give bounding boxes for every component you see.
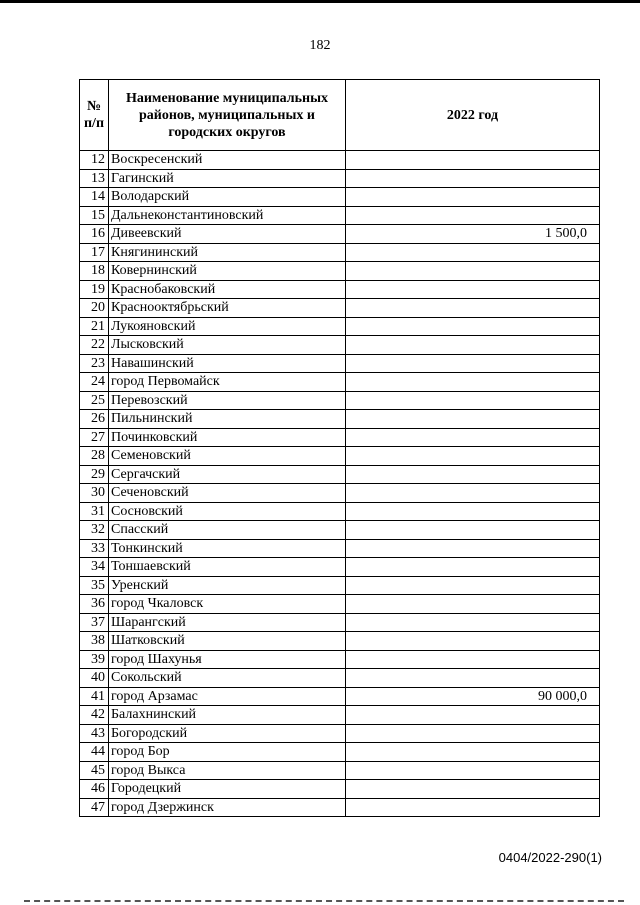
municipality-name: Сосновский [109,502,346,521]
row-number: 47 [80,798,109,817]
amount-2022 [346,743,600,762]
municipality-name: Спасский [109,521,346,540]
municipality-name: Дальнеконстантиновский [109,206,346,225]
amount-2022 [346,558,600,577]
table-row [80,669,600,688]
table-row [80,169,600,188]
table-row [80,465,600,484]
amount-2022 [346,724,600,743]
row-number: 42 [80,706,109,725]
row-number: 20 [80,299,109,318]
page-number: 182 [309,38,331,53]
municipality-name: Володарский [109,188,346,207]
row-number: 43 [80,724,109,743]
municipality-name: Перевозский [109,391,346,410]
header-year-2022: 2022 год [346,80,600,151]
amount-2022 [346,484,600,503]
header-municipality-name: Наименование муниципальных районов, муниципальных и городских округов [109,80,346,151]
table-row [80,502,600,521]
amount-2022 [346,410,600,429]
row-number: 36 [80,595,109,614]
municipality-name: Сокольский [109,669,346,688]
amount-2022 [346,539,600,558]
municipality-name: Лукояновский [109,317,346,336]
amount-2022 [346,447,600,466]
bottom-edge-marks [24,900,624,904]
amount-2022 [346,502,600,521]
table-row [80,447,600,466]
row-number: 32 [80,521,109,540]
municipality-name: Тонкинский [109,539,346,558]
table-row [80,336,600,355]
municipality-name: город Бор [109,743,346,762]
table-row [80,780,600,799]
municipality-name: Балахнинский [109,706,346,725]
municipality-name: Княгининский [109,243,346,262]
municipality-name: город Арзамас [109,687,346,706]
row-number: 41 [80,687,109,706]
amount-2022 [346,576,600,595]
table-row [80,243,600,262]
row-number: 23 [80,354,109,373]
table-row [80,354,600,373]
municipality-name: Пильнинский [109,410,346,429]
amount-2022 [346,761,600,780]
table-row [80,410,600,429]
municipality-name: Краснобаковский [109,280,346,299]
amount-2022 [346,188,600,207]
table-row [80,539,600,558]
row-number: 31 [80,502,109,521]
municipality-name: Шатковский [109,632,346,651]
municipality-name: Городецкий [109,780,346,799]
table-row [80,724,600,743]
municipality-name: город Первомайск [109,373,346,392]
amount-2022 [346,336,600,355]
municipality-name: город Чкаловск [109,595,346,614]
municipality-name: Семеновский [109,447,346,466]
amount-2022 [346,206,600,225]
row-number: 12 [80,151,109,170]
amount-2022 [346,595,600,614]
amount-2022 [346,798,600,817]
row-number: 14 [80,188,109,207]
table-row [80,576,600,595]
table-row [80,188,600,207]
table-row [80,391,600,410]
municipal-table [79,79,600,817]
header-row-number: № п/п [80,80,109,151]
table-row [80,650,600,669]
row-number: 34 [80,558,109,577]
table-row [80,761,600,780]
amount-2022 [346,669,600,688]
row-number: 25 [80,391,109,410]
amount-2022 [346,465,600,484]
municipality-name: Краснооктябрьский [109,299,346,318]
amount-2022 [346,428,600,447]
amount-2022 [346,169,600,188]
row-number: 16 [80,225,109,244]
row-number: 45 [80,761,109,780]
municipality-name: Сергачский [109,465,346,484]
municipality-name: Богородский [109,724,346,743]
amount-2022 [346,317,600,336]
municipality-name: Ковернинский [109,262,346,281]
amount-2022 [346,373,600,392]
table-row [80,428,600,447]
table-row [80,299,600,318]
amount-2022: 90 000,0 [346,687,600,706]
municipality-name: Воскресенский [109,151,346,170]
municipality-name: Гагинский [109,169,346,188]
table-row [80,262,600,281]
table-row [80,632,600,651]
table-row [80,613,600,632]
table-row [80,225,600,244]
table-row [80,558,600,577]
row-number: 19 [80,280,109,299]
amount-2022 [346,613,600,632]
row-number: 37 [80,613,109,632]
municipality-name: Починковский [109,428,346,447]
top-rule [0,0,640,3]
municipality-name: Лысковский [109,336,346,355]
row-number: 33 [80,539,109,558]
row-number: 26 [80,410,109,429]
row-number: 21 [80,317,109,336]
table-row [80,280,600,299]
table-row [80,595,600,614]
amount-2022 [346,650,600,669]
amount-2022 [346,354,600,373]
amount-2022 [346,151,600,170]
row-number: 40 [80,669,109,688]
amount-2022 [346,521,600,540]
amount-2022 [346,632,600,651]
amount-2022 [346,262,600,281]
table-row [80,521,600,540]
table-row [80,206,600,225]
row-number: 13 [80,169,109,188]
amount-2022 [346,299,600,318]
row-number: 17 [80,243,109,262]
table-row [80,484,600,503]
municipality-name: Шарангский [109,613,346,632]
document-code: 0404/2022-290(1) [498,850,602,865]
municipality-name: Сеченовский [109,484,346,503]
table-row [80,317,600,336]
amount-2022 [346,243,600,262]
table-header-row [80,80,600,151]
row-number: 30 [80,484,109,503]
table-row [80,373,600,392]
municipality-name: город Шахунья [109,650,346,669]
amount-2022 [346,780,600,799]
row-number: 38 [80,632,109,651]
amount-2022 [346,391,600,410]
municipality-name: город Выкса [109,761,346,780]
table-row [80,687,600,706]
municipality-name: город Дзержинск [109,798,346,817]
table-row [80,743,600,762]
row-number: 27 [80,428,109,447]
amount-2022: 1 500,0 [346,225,600,244]
amount-2022 [346,706,600,725]
table-body [80,151,600,817]
row-number: 15 [80,206,109,225]
row-number: 35 [80,576,109,595]
row-number: 18 [80,262,109,281]
row-number: 44 [80,743,109,762]
row-number: 39 [80,650,109,669]
municipality-name: Уренский [109,576,346,595]
table-row [80,151,600,170]
row-number: 28 [80,447,109,466]
amount-2022 [346,280,600,299]
row-number: 29 [80,465,109,484]
municipality-name: Навашинский [109,354,346,373]
row-number: 22 [80,336,109,355]
row-number: 24 [80,373,109,392]
table-row [80,798,600,817]
municipality-name: Дивеевский [109,225,346,244]
table-row [80,706,600,725]
row-number: 46 [80,780,109,799]
municipality-name: Тоншаевский [109,558,346,577]
